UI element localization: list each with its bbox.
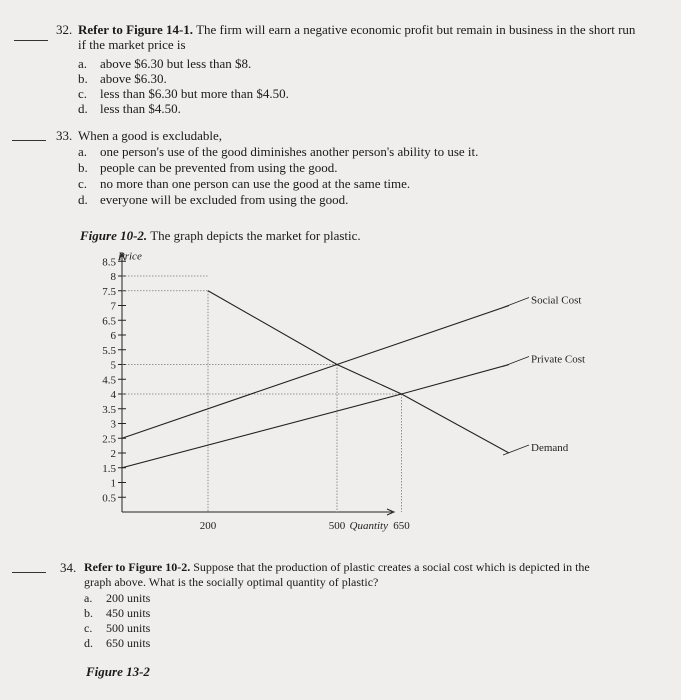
question-text-34 [84,560,674,590]
figure-reference: Refer to Figure 14-1. [78,22,194,37]
option-32d[interactable]: d. less than $4.50. [78,101,181,116]
y-tick-label: 5 [110,359,116,372]
series-line-demand [208,291,509,453]
series-label: Private Cost [531,353,586,366]
option-34d[interactable]: d. 650 units [84,636,151,650]
y-tick-label: 1.5 [102,462,116,475]
question-number-32: 32. [56,22,73,37]
y-tick-label: 6 [110,330,116,342]
question-text-line2: if the market price is [78,37,186,52]
y-tick-label: 3.5 [102,403,116,416]
y-tick-label: 2.5 [102,433,116,446]
option-32c[interactable]: c. less than $6.30 but more than $4.50. [78,86,289,101]
option-34a[interactable]: a. 200 units [84,591,151,605]
figure-label: Figure 10-2. [80,228,148,243]
y-tick-label: 8.5 [102,256,116,269]
series-label: Demand [531,442,569,454]
figure-reference: Refer to Figure 10-2. [84,560,191,574]
footer-figure-label: Figure 13-2 [86,664,150,679]
option-34c[interactable]: c. 500 units [84,621,151,635]
figure-caption-text: The graph depicts the market for plastic. [150,228,361,243]
y-tick-label: 5.5 [102,344,116,357]
x-tick-label: 200 [199,520,217,532]
option-32a[interactable]: a. above $6.30 but less than $8. [78,56,252,71]
y-tick-label: 2 [110,448,116,460]
question-number-34: 34. [60,560,77,575]
y-tick-label: 4 [110,389,116,401]
x-axis-label: Quantity [349,520,388,532]
x-tick-label: 650 [393,520,410,532]
y-tick-label: 3 [110,418,116,431]
series-label-leader [503,445,529,455]
y-tick-label: 0.5 [102,492,116,505]
series-label-leader [503,298,529,308]
option-32b[interactable]: b. above $6.30. [78,71,167,86]
y-tick-label: 1 [110,477,116,490]
y-tick-label: 6.5 [102,315,116,328]
y-tick-label: 8 [110,271,116,283]
series-line-social-cost [122,306,509,439]
option-33a[interactable]: a. one person's use of the good diminishes another person's ability to use it. [78,144,479,159]
answer-blank-34[interactable] [12,572,46,573]
x-tick-label: 500 [328,520,346,532]
y-tick-label: 7.5 [102,285,116,298]
question-text-line1: The firm will earn a negative economic profit but remain in business in the short run [196,22,636,37]
option-34b[interactable]: b. 450 units [84,606,151,620]
option-33d[interactable]: d. everyone will be excluded from using the good. [78,192,349,207]
question-text-line1: Suppose that the production of plastic creates a social cost which is depicted in the [193,560,590,574]
series-line-private-cost [122,365,509,468]
series-label-leader [503,357,529,367]
y-axis-label: Price [118,250,142,263]
question-number-33: 33. [56,128,73,143]
option-33c[interactable]: c. no more than one person can use the good at the same time. [78,176,411,191]
question-text-33: When a good is excludable, [78,128,223,143]
y-tick-label: 7 [110,300,116,313]
question-text-line2: graph above. What is the socially optimal quantity of plastic? [84,575,379,589]
option-33b[interactable]: b. people can be prevented from using the good. [78,160,338,175]
y-tick-label: 4.5 [102,374,116,387]
series-label: Social Cost [531,294,582,307]
